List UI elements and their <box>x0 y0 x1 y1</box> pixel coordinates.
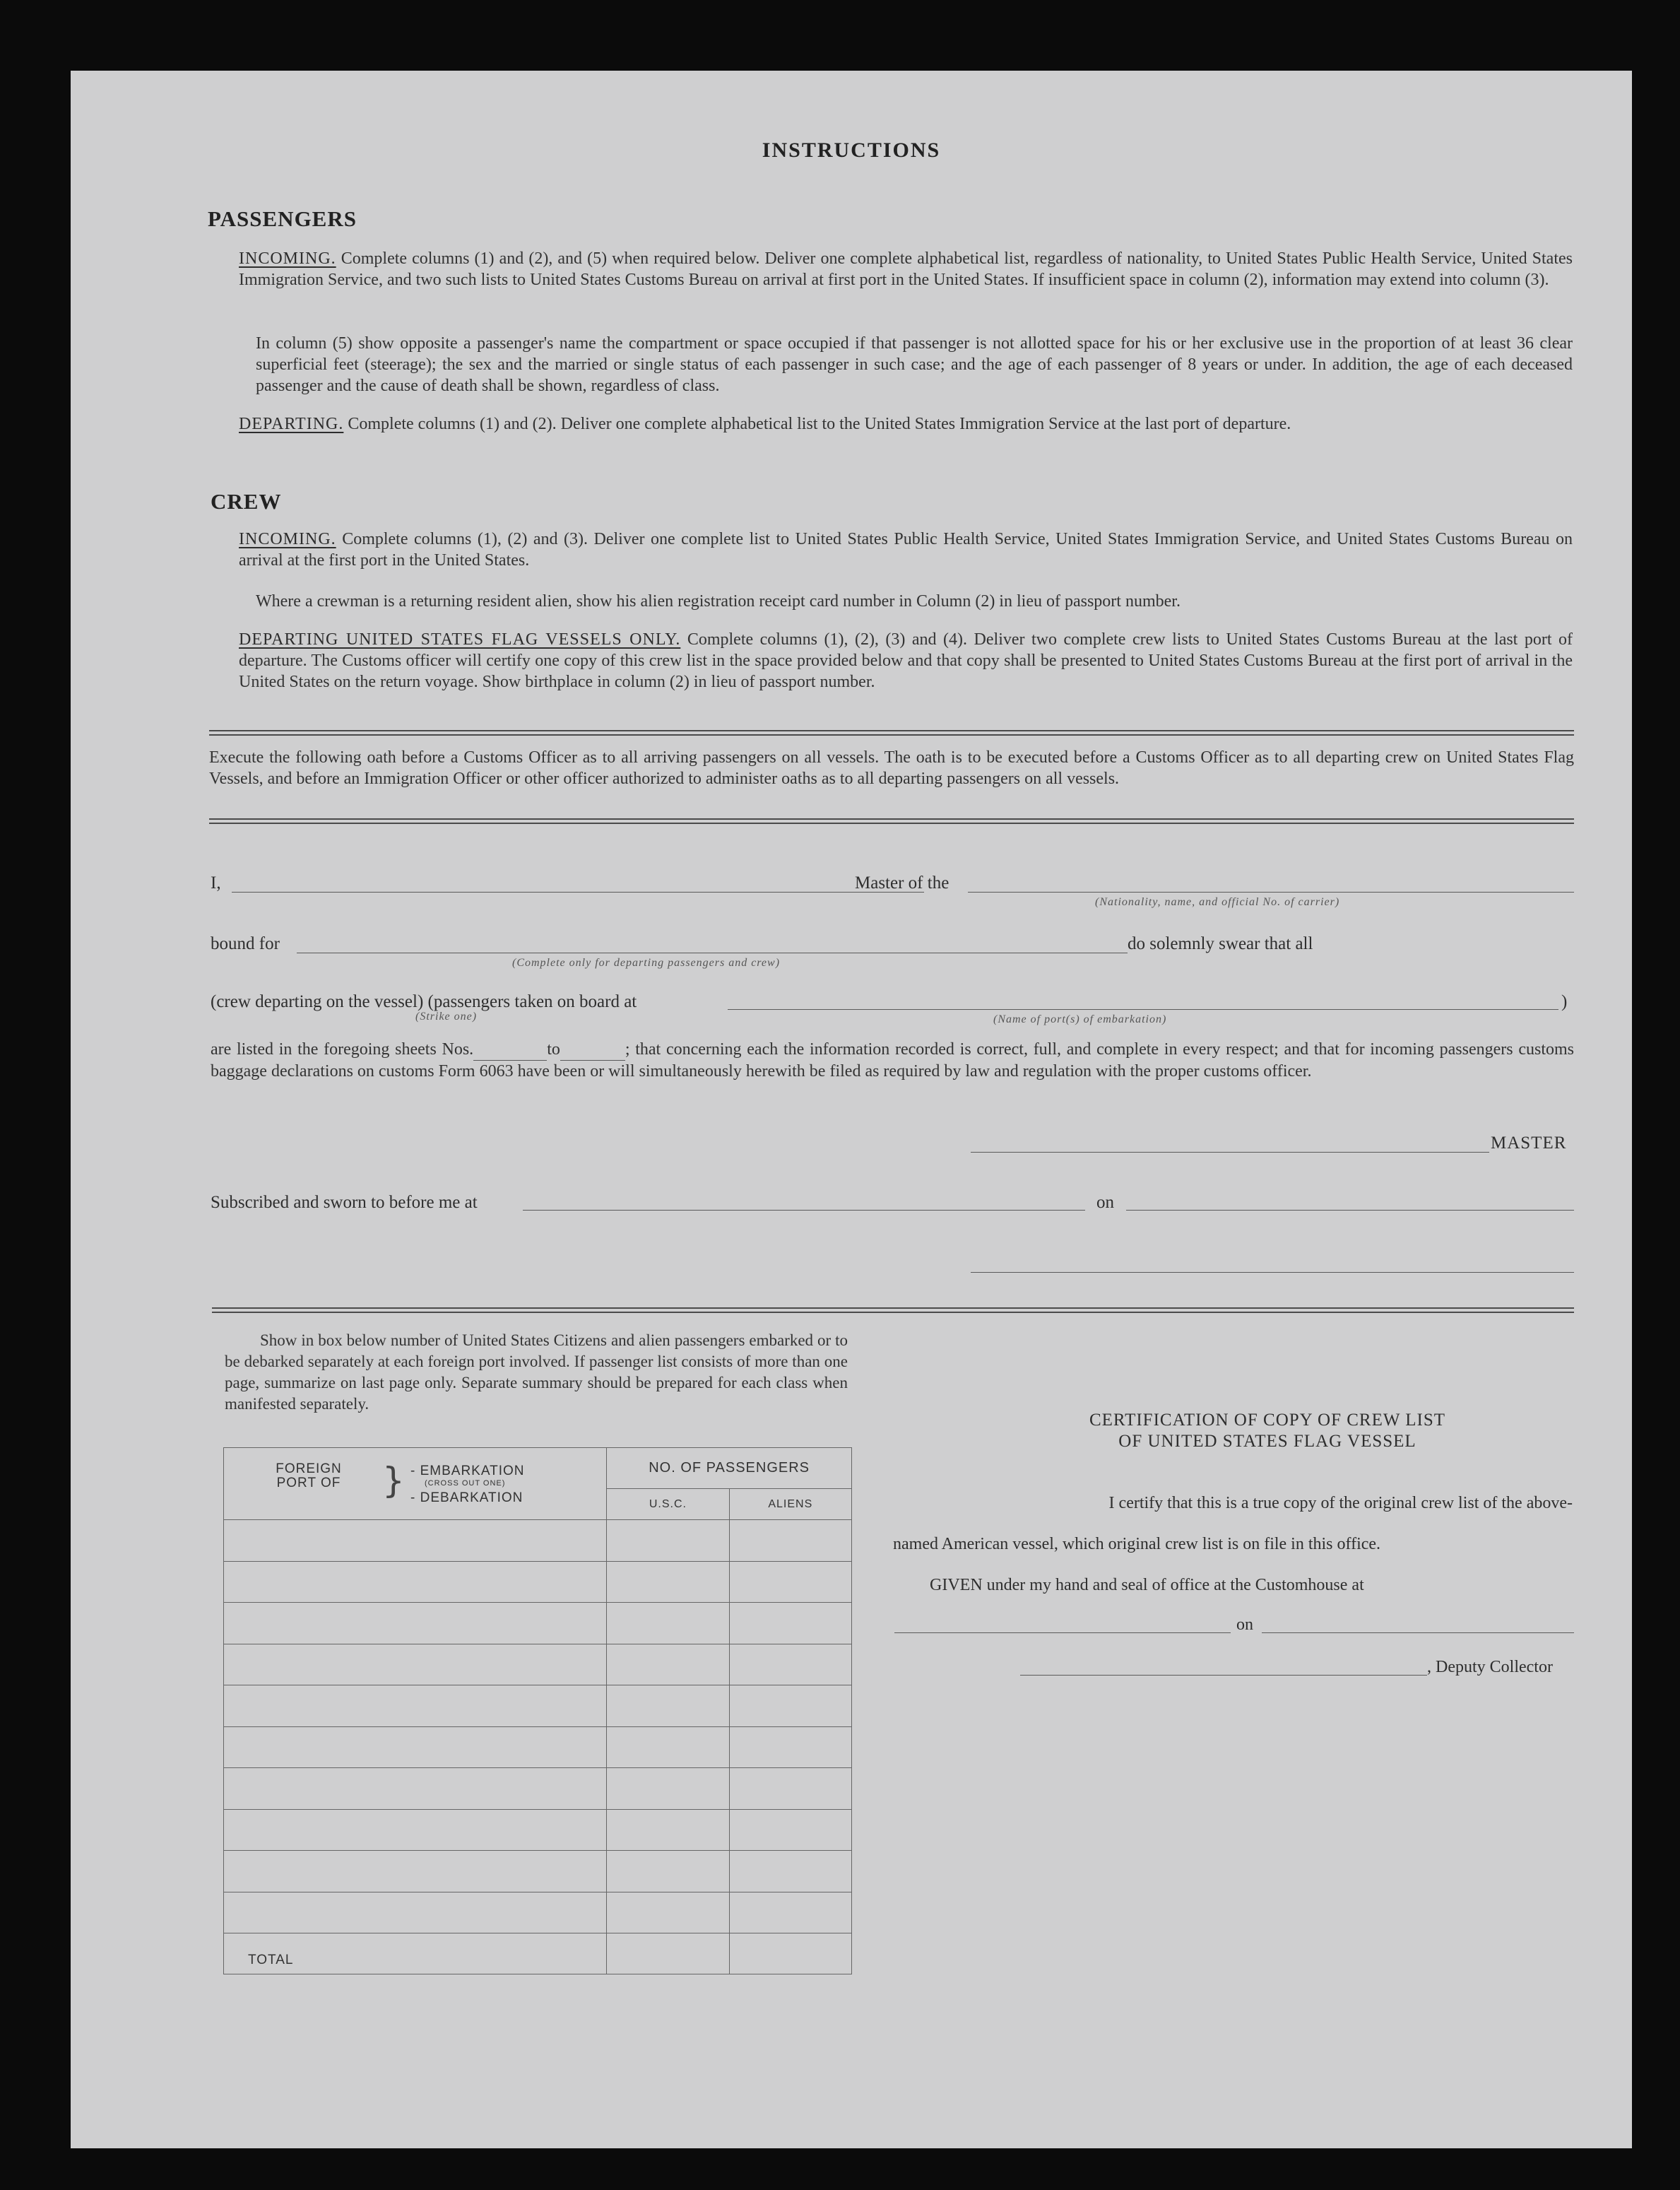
deputy-collector-label: , Deputy Collector <box>1427 1658 1553 1676</box>
table-row <box>224 1768 852 1810</box>
port-cell[interactable] <box>224 1644 607 1685</box>
table-row <box>224 1603 852 1644</box>
aliens-cell[interactable] <box>729 1726 851 1768</box>
aliens-cell[interactable] <box>729 1851 851 1892</box>
sheet-from-field[interactable] <box>473 1039 547 1061</box>
passengers-column5-paragraph: In column (5) show opposite a passenger's name the compartment or space occupied if that passenger is not allotted space for his or her exclusive use in the proportion of at least 36 clear superficial feet (steerage); the sex and the married or single status of each passenger in such case; and the age of each passenger of 8 years or under. In addition, the age of each deceased passenger and the cause of death shall be shown, regardless of class. <box>256 334 1573 395</box>
certification-line-1: I certify that this is a true copy of the original crew list of the above- <box>1108 1494 1573 1512</box>
aliens-cell[interactable] <box>729 1809 851 1851</box>
sheet-to-field[interactable] <box>560 1039 625 1061</box>
brace-icon: } <box>382 1460 405 1501</box>
table-row <box>224 1685 852 1727</box>
table-row <box>224 1809 852 1851</box>
passengers-incoming-text: Complete columns (1) and (2), and (5) when required below. Deliver one complete alphabetical list, regardless of nationality, to United States Public Health Service, United States Immigration Service, and two such lists to United States Customs Bureau on arrival at first port in the United States. If insufficient space in column (2), information may extend into column (3). <box>239 249 1573 289</box>
usc-cell[interactable] <box>607 1726 729 1768</box>
listed-paragraph <box>211 1039 1574 1082</box>
crew-incoming-text: Complete columns (1), (2) and (3). Deliver one complete list to United States Public Health Service, United States Immigration Service, and United States Customs Bureau on arrival at the first port in the United States. <box>239 530 1573 570</box>
table-row <box>224 1520 852 1562</box>
embarkation-ports-field[interactable] <box>728 1009 1558 1010</box>
aliens-cell[interactable] <box>729 1561 851 1603</box>
total-aliens-cell[interactable] <box>729 1933 851 1974</box>
usc-cell[interactable] <box>607 1768 729 1810</box>
usc-header: U.S.C. <box>607 1489 729 1520</box>
table-row <box>224 1892 852 1933</box>
aliens-cell[interactable] <box>729 1644 851 1685</box>
divider-double-top-2 <box>209 734 1574 736</box>
certification-heading-1: CERTIFICATION OF COPY OF CREW LIST <box>1089 1411 1446 1430</box>
master-name-field[interactable] <box>232 892 924 893</box>
listed-text-a: are listed in the foregoing sheets Nos. <box>211 1040 474 1059</box>
bound-for-label: bound for <box>211 934 280 953</box>
port-cell[interactable] <box>224 1520 607 1562</box>
ports-caption: (Name of port(s) of embarkation) <box>993 1013 1167 1025</box>
aliens-cell[interactable] <box>729 1685 851 1727</box>
usc-cell[interactable] <box>607 1603 729 1644</box>
cross-out-one-note: (CROSS OUT ONE) <box>425 1479 506 1488</box>
master-signature-field[interactable] <box>971 1152 1489 1153</box>
crew-incoming-label: INCOMING. <box>239 530 336 548</box>
port-cell[interactable] <box>224 1851 607 1892</box>
passenger-summary-table <box>223 1447 852 1974</box>
crew-heading: CREW <box>211 489 282 514</box>
debarkation-option[interactable]: - DEBARKATION <box>410 1490 523 1505</box>
port-cell[interactable] <box>224 1685 607 1727</box>
form-sheet <box>71 71 1632 2148</box>
foreign-port-label: FOREIGN PORT OF <box>276 1461 342 1490</box>
summary-rows <box>224 1520 852 1933</box>
usc-cell[interactable] <box>607 1851 729 1892</box>
divider-double-bottom-1 <box>212 1307 1574 1309</box>
port-cell[interactable] <box>224 1809 607 1851</box>
port-cell[interactable] <box>224 1768 607 1810</box>
certification-on-label: on <box>1236 1615 1253 1634</box>
strike-one-caption: (Strike one) <box>415 1011 478 1023</box>
no-of-passengers-header: NO. OF PASSENGERS <box>607 1448 852 1489</box>
aliens-cell[interactable] <box>729 1892 851 1933</box>
vessel-caption: (Nationality, name, and official No. of carrier) <box>1095 896 1340 908</box>
certification-line-2: named American vessel, which original crew list is on file in this office. <box>893 1535 1381 1553</box>
sworn-on-label: on <box>1096 1193 1114 1212</box>
passengers-departing-text: Complete columns (1) and (2). Deliver one complete alphabetical list to the United States Immigration Service at the last port of departure. <box>348 415 1291 433</box>
master-label: MASTER <box>1491 1134 1567 1153</box>
vessel-field[interactable] <box>968 892 1574 893</box>
officer-signature-field[interactable] <box>971 1272 1574 1273</box>
usc-cell[interactable] <box>607 1892 729 1933</box>
aliens-cell[interactable] <box>729 1768 851 1810</box>
certification-heading-2: OF UNITED STATES FLAG VESSEL <box>1118 1432 1416 1451</box>
table-row <box>224 1644 852 1685</box>
close-paren: ) <box>1561 992 1568 1011</box>
crew-departing-paragraph <box>239 629 1573 693</box>
usc-cell[interactable] <box>607 1809 729 1851</box>
crew-resident-paragraph: Where a crewman is a returning resident alien, show his alien registration receipt card number in Column (2) in lieu of passport number. <box>256 592 1181 611</box>
port-header-cell <box>224 1448 607 1520</box>
table-row <box>224 1726 852 1768</box>
crew-incoming-paragraph <box>239 529 1573 571</box>
sworn-date-field[interactable] <box>1126 1210 1574 1211</box>
passengers-departing-label: DEPARTING. <box>239 415 344 433</box>
summary-note: Show in box below number of United States Citizens and alien passengers embarked or to be debarked separately at each foreign port involved. If passenger list consists of more than one page, summarize on last page only. Separate summary should be prepared for each class when manifested separately. <box>225 1331 848 1413</box>
passengers-incoming-paragraph <box>239 248 1573 290</box>
oath-instruction: Execute the following oath before a Customs Officer as to all arriving passengers on all vessels. The oath is to be executed before a Customs Officer as to all departing crew on United States Flag Vessels, and before an Immigration Officer or other officer authorized to administer oaths as to all departing passengers on all vessels. <box>209 748 1574 788</box>
certification-line-3: GIVEN under my hand and seal of office at the Customhouse at <box>930 1576 1364 1594</box>
divider-double-top-1 <box>209 730 1574 731</box>
total-usc-cell[interactable] <box>607 1933 729 1974</box>
port-cell[interactable] <box>224 1561 607 1603</box>
usc-cell[interactable] <box>607 1561 729 1603</box>
port-cell[interactable] <box>224 1726 607 1768</box>
oath-i-label: I, <box>211 873 221 893</box>
listed-text-b: ; that concerning each the information recorded is correct, full, and complete in every respect; and <box>625 1040 1309 1059</box>
page-title: INSTRUCTIONS <box>762 139 941 162</box>
passengers-heading: PASSENGERS <box>208 206 357 231</box>
embarkation-option[interactable]: - EMBARKATION <box>410 1464 525 1478</box>
customhouse-field[interactable] <box>894 1632 1231 1633</box>
certification-date-field[interactable] <box>1262 1632 1574 1633</box>
bound-for-caption: (Complete only for departing passengers and crew) <box>512 957 781 969</box>
subscribed-label: Subscribed and sworn to before me at <box>211 1193 478 1212</box>
passengers-departing-paragraph <box>239 413 1573 435</box>
aliens-cell[interactable] <box>729 1520 851 1562</box>
passengers-incoming-label: INCOMING. <box>239 249 336 268</box>
crew-departing-text: Complete columns (1), (2), (3) and (4). Deliver two complete crew lists to United States Customs Bureau at the last port of departure. The Customs officer will certify one copy of this crew list in the space provided below and that copy shall be presented to United States Customs Bureau at the first port of arrival in the United States on the return voyage. Show birthplace in column (2) in lieu of passport number. <box>239 630 1573 691</box>
deputy-signature-field[interactable] <box>1020 1675 1427 1676</box>
table-header-row <box>224 1448 852 1489</box>
usc-cell[interactable] <box>607 1644 729 1685</box>
total-label: TOTAL <box>224 1933 607 1974</box>
divider-double-mid-1 <box>209 818 1574 820</box>
crew-departing-text: (crew departing on the vessel) (passengers taken on board at <box>211 992 637 1011</box>
table-row <box>224 1561 852 1603</box>
aliens-header: ALIENS <box>729 1489 851 1520</box>
usc-cell[interactable] <box>607 1520 729 1562</box>
usc-cell[interactable] <box>607 1685 729 1727</box>
listed-to: to <box>547 1040 560 1059</box>
aliens-cell[interactable] <box>729 1603 851 1644</box>
crew-departing-label: DEPARTING UNITED STATES FLAG VESSELS ONLY. <box>239 630 681 649</box>
master-of-the-label: Master of the <box>855 873 950 893</box>
swear-text: do solemnly swear that all <box>1128 934 1313 953</box>
port-cell[interactable] <box>224 1603 607 1644</box>
table-row <box>224 1851 852 1892</box>
port-cell[interactable] <box>224 1892 607 1933</box>
divider-double-mid-2 <box>209 823 1574 824</box>
listed-text-c: that for incoming passengers customs baggage declarations on customs Form 6063 have been or will simultaneously herewith be filed as required by law and regulation with the proper customs officer. <box>211 1040 1574 1081</box>
sworn-place-field[interactable] <box>523 1210 1085 1211</box>
divider-double-bottom-2 <box>212 1312 1574 1313</box>
total-row <box>224 1933 852 1974</box>
